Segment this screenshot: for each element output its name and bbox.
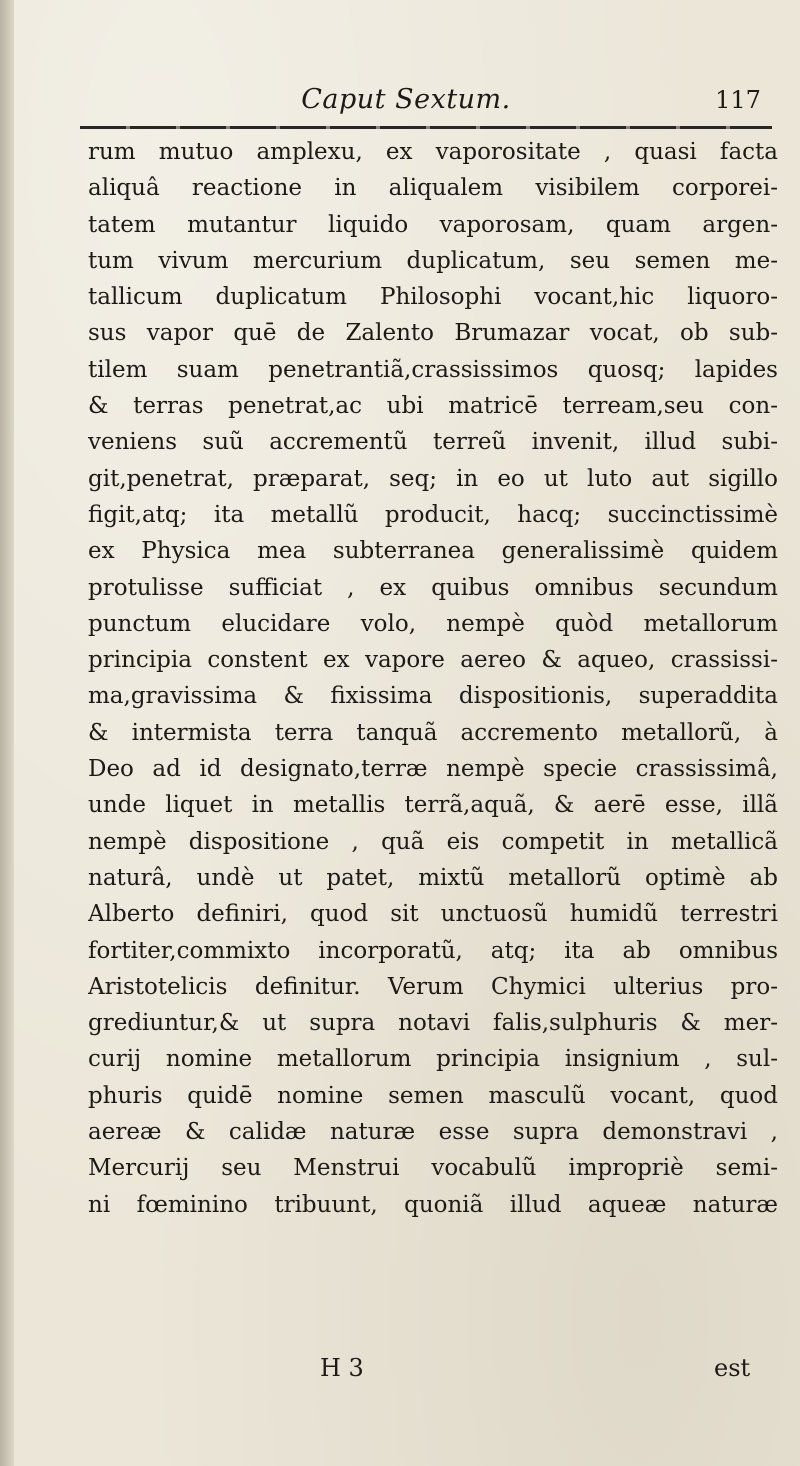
text-line: ex Physica mea subterranea generalissimè quidem	[88, 538, 778, 565]
header-rule	[80, 126, 772, 129]
body-text	[88, 134, 778, 1223]
text-line: tum vivum mercurium duplicatum, seu semen me-	[88, 247, 778, 274]
text-line: figit,atq; ita metallũ producit, hacq; succinctissimè	[88, 501, 778, 528]
text-line: fortiter,commixto incorporatũ, atq; ita ab omnibus	[88, 937, 778, 964]
page-number: 117	[715, 86, 761, 114]
page-gutter	[0, 0, 14, 1466]
text-line: curij nomine metallorum principia insignium , sul-	[88, 1046, 778, 1073]
text-line: tatem mutantur liquido vaporosam, quam argen-	[88, 211, 778, 238]
text-line: tallicum duplicatum Philosophi vocant,hic liquoro-	[88, 284, 778, 311]
text-line: veniens suũ accrementũ terreũ invenit, illud subi-	[88, 429, 778, 456]
text-line: grediuntur,& ut supra notavi falis,sulphuris & mer-	[88, 1010, 778, 1037]
text-line: naturâ, undè ut patet, mixtũ metallorũ optimè ab	[88, 864, 778, 891]
text-line: & terras penetrat,ac ubi matricē terream,seu con-	[88, 393, 778, 420]
text-line: aereæ & calidæ naturæ esse supra demonstravi ,	[88, 1119, 778, 1146]
text-line: phuris quidē nomine semen masculũ vocant, quod	[88, 1082, 778, 1109]
text-line: Aristotelicis definitur. Verum Chymici ulterius pro-	[88, 973, 778, 1000]
text-line: git,penetrat, præparat, seq; in eo ut luto aut sigillo	[88, 465, 778, 492]
page-footer	[88, 1350, 778, 1386]
signature-mark: H 3	[320, 1354, 364, 1382]
page-header	[0, 80, 800, 120]
text-line: Deo ad id designato,terræ nempè specie crassissimâ,	[88, 756, 778, 783]
running-title: Caput Sextum.	[301, 84, 511, 115]
text-line: ma,gravissima & fixissima dispositionis, superaddita	[88, 683, 778, 710]
text-line: rum mutuo amplexu, ex vaporositate , quasi facta	[88, 139, 778, 165]
text-line: unde liquet in metallis terrã,aquã, & aerē esse, illã	[88, 792, 778, 819]
text-line: protulisse sufficiat , ex quibus omnibus secundum	[88, 574, 778, 601]
text-line: punctum elucidare volo, nempè quòd metallorum	[88, 610, 778, 637]
text-line: tilem suam penetrantiã,crassissimos quosq; lapides	[88, 356, 778, 383]
text-line: ni fœminino tribuunt, quoniã illud aqueæ naturæ	[88, 1191, 778, 1218]
text-line: Alberto definiri, quod sit unctuosũ humidũ terrestri	[88, 901, 778, 928]
catchword: est	[714, 1354, 751, 1382]
text-line: nempè dispositione , quã eis competit in metallicã	[88, 828, 778, 855]
text-line: & intermista terra tanquã accremento metallorũ, à	[88, 719, 778, 746]
text-line: sus vapor quē de Zalento Brumazar vocat, ob sub-	[88, 320, 778, 347]
text-line: principia constent ex vapore aereo & aqueo, crassissi-	[88, 647, 778, 674]
text-line: aliquâ reactione in aliqualem visibilem corporei-	[88, 175, 778, 202]
text-line: Mercurij seu Menstrui vocabulũ impropriè semi-	[88, 1155, 778, 1182]
